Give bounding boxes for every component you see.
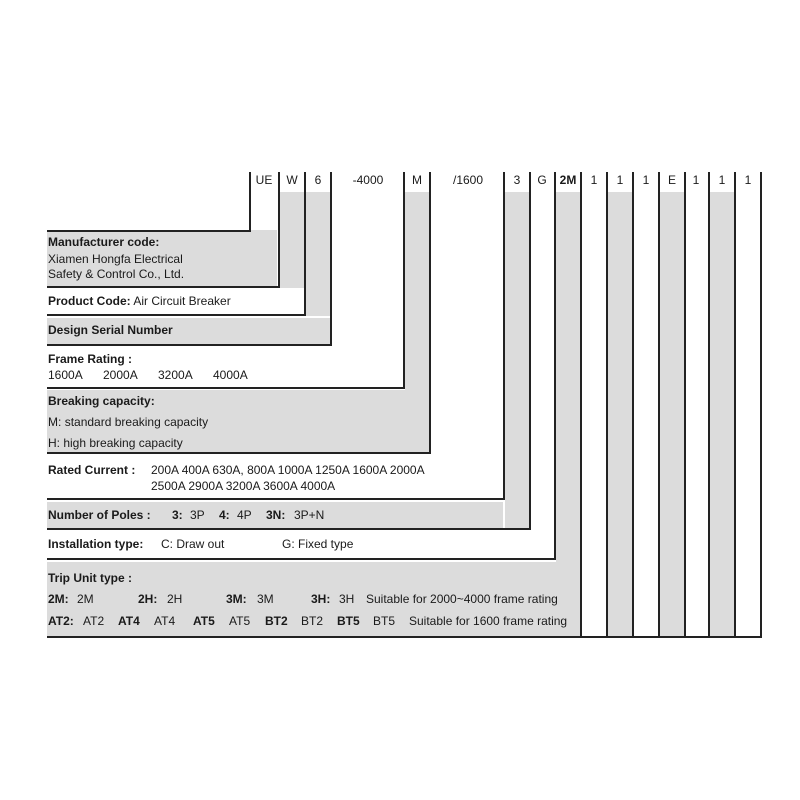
code-segment-m: M: [412, 173, 422, 187]
poles-value-3p: 3P: [190, 508, 205, 522]
bracket-3: [529, 172, 531, 530]
trip-value-at5: AT5: [229, 614, 251, 628]
bracket-ue: [249, 172, 251, 232]
trip-value-2m: 2M: [77, 592, 94, 606]
frame-option-4000: 4000A: [213, 368, 248, 382]
bracket-1600: [503, 172, 505, 500]
trip-code-3m: 3M:: [226, 592, 247, 606]
code-segment-1d: 1: [692, 173, 700, 187]
installation-heading: Installation type:: [48, 537, 144, 551]
trip-code-at4: AT4: [118, 614, 140, 628]
breaking-h-row: [48, 436, 183, 450]
trip-value-2h: 2H: [167, 592, 183, 606]
column-1b: [608, 192, 632, 638]
column-e: [660, 192, 684, 638]
divider-trip-top: [47, 558, 556, 560]
trip-code-at5: AT5: [193, 614, 215, 628]
bracket-1e: [734, 172, 736, 638]
frame-option-3200: 3200A: [158, 368, 193, 382]
frame-heading: Frame Rating :: [48, 352, 133, 366]
trip-value-bt2: BT2: [301, 614, 324, 628]
code-segment-g: G: [537, 173, 547, 187]
bracket-1a: [606, 172, 608, 638]
installation-c: C: Draw out: [161, 537, 225, 551]
bracket-m: [429, 172, 431, 454]
code-segment-w: W: [286, 173, 298, 187]
trip-code-bt5: BT5: [337, 614, 360, 628]
bracket-g: [554, 172, 556, 560]
code-segment-1a: 1: [590, 173, 598, 187]
column-6: [306, 192, 330, 316]
divider-breaking-top: [47, 387, 405, 389]
poles-value-3pn: 3P+N: [294, 508, 325, 522]
trip-code-3h: 3H:: [311, 592, 331, 606]
current-line1: 200A 400A 630A, 800A 1000A 1250A 1600A 2000A: [151, 463, 425, 477]
column-w: [280, 192, 304, 288]
current-heading: Rated Current :: [48, 463, 136, 477]
trip-value-at2: AT2: [83, 614, 105, 628]
design-heading: Design Serial Number: [48, 323, 173, 337]
column-1e: [710, 192, 734, 638]
product-value: Air Circuit Breaker: [133, 294, 231, 308]
bracket-6b: [330, 172, 332, 346]
trip-code-2h: 2H:: [138, 592, 158, 606]
code-segment-e: E: [667, 173, 676, 187]
code-segment-1f: 1: [744, 173, 752, 187]
code-segment-3: 3: [513, 173, 521, 187]
manufacturer-line2: Safety & Control Co., Ltd.: [48, 267, 185, 281]
code-segment-ue: UE: [255, 173, 273, 187]
divider-poles-top: [47, 498, 505, 500]
trip-value-at4: AT4: [154, 614, 176, 628]
trip-value-3m: 3M: [257, 592, 274, 606]
trip-code-at2: AT2:: [48, 614, 74, 628]
trip-value-3h: 3H: [339, 592, 355, 606]
code-segment-1e: 1: [718, 173, 726, 187]
bracket-e: [684, 172, 686, 638]
trip-heading: Trip Unit type :: [48, 571, 132, 585]
trip-row1-note: Suitable for 2000~4000 frame rating: [366, 592, 558, 606]
divider-frame-top: [47, 344, 332, 346]
code-segment-4000: -4000: [352, 173, 384, 187]
trip-value-bt5: BT5: [373, 614, 396, 628]
bracket-w: [278, 172, 280, 288]
code-segment-6: 6: [314, 173, 322, 187]
trip-code-2m: 2M:: [48, 592, 69, 606]
bracket-6: [304, 172, 306, 316]
divider-install-top: [47, 528, 531, 530]
bracket-2m: [580, 172, 582, 638]
frame-option-2000: 2000A: [103, 368, 138, 382]
poles-code-4: 4:: [219, 508, 230, 522]
breaking-m-text: standard breaking capacity: [64, 415, 209, 429]
column-3: [505, 192, 529, 528]
breaking-m-row: [48, 415, 208, 429]
code-segment-1b: 1: [616, 173, 624, 187]
bracket-4000: [403, 172, 405, 389]
divider-current-top: [47, 452, 431, 454]
divider-manufacturer: [47, 230, 251, 232]
trip-code-bt2: BT2: [265, 614, 288, 628]
breaking-m-code: M:: [48, 415, 62, 429]
manufacturer-line1: Xiamen Hongfa Electrical: [48, 252, 183, 266]
divider-design-top: [47, 314, 306, 316]
divider-product-top: [47, 286, 280, 288]
code-segment-1c: 1: [642, 173, 650, 187]
installation-g: G: Fixed type: [282, 537, 354, 551]
poles-heading: Number of Poles :: [48, 508, 151, 522]
column-2m: [556, 192, 580, 638]
breaking-h-text: high breaking capacity: [63, 436, 183, 450]
poles-value-4p: 4P: [237, 508, 252, 522]
poles-code-3n: 3N:: [266, 508, 286, 522]
current-line2: 2500A 2900A 3200A 3600A 4000A: [151, 479, 336, 493]
breaking-h-code: H:: [48, 436, 60, 450]
divider-bottom: [47, 636, 762, 638]
breaking-heading: Breaking capacity:: [48, 394, 155, 408]
code-segment-2m: 2M: [559, 173, 577, 187]
code-segment-1600: /1600: [452, 173, 484, 187]
manufacturer-heading: Manufacturer code:: [48, 235, 160, 249]
trip-row2-note: Suitable for 1600 frame rating: [409, 614, 568, 628]
bracket-1d: [708, 172, 710, 638]
frame-option-1600: 1600A: [48, 368, 83, 382]
product-heading: Product Code:: [48, 294, 131, 308]
bracket-1b: [632, 172, 634, 638]
bracket-1f: [760, 172, 762, 638]
poles-code-3: 3:: [172, 508, 183, 522]
bracket-1c: [658, 172, 660, 638]
product-row: [48, 294, 231, 308]
